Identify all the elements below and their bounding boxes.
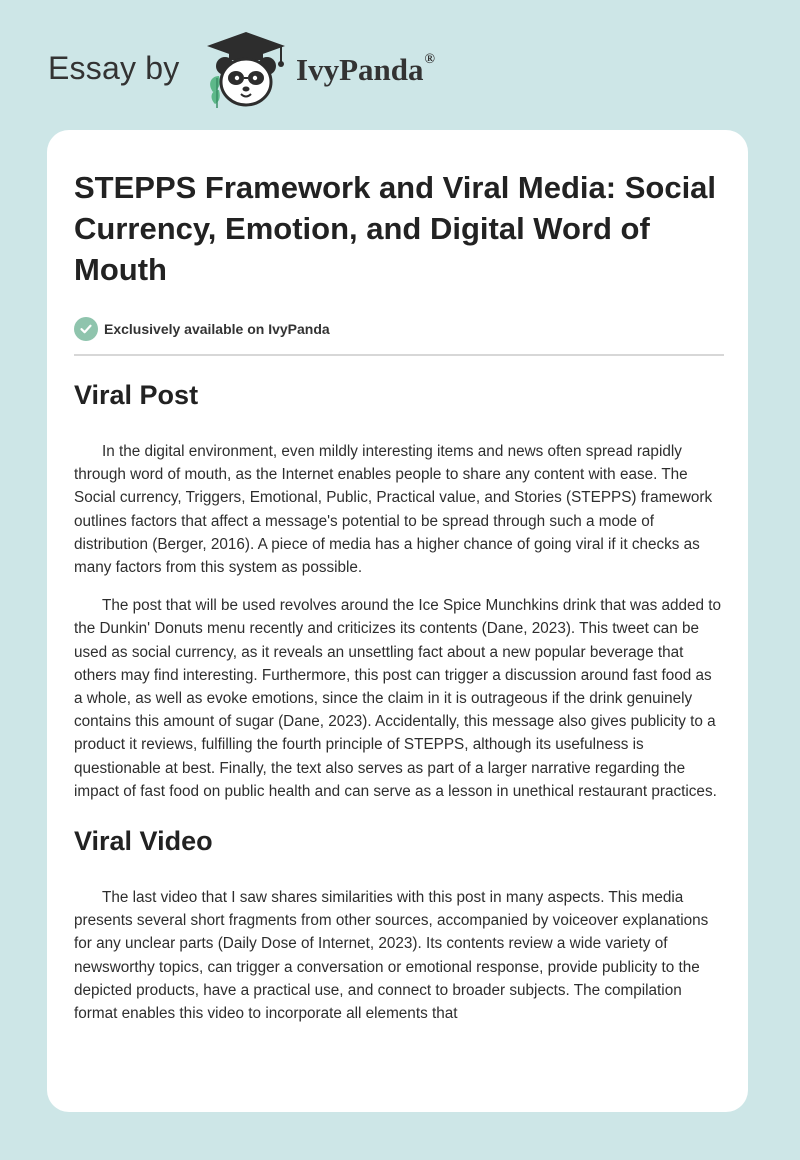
section-heading-viral-post: Viral Post bbox=[74, 380, 199, 410]
essay-content bbox=[74, 167, 724, 1025]
essay-by-label: Essay by bbox=[48, 50, 180, 86]
site-header bbox=[48, 30, 648, 110]
paragraph: The last video that I saw shares similarities with this post in many aspects. This media presents several short fragments from other sources, accompanied by voiceover explanations for any unclear parts (Daily Dose of Internet, 2023). Its contents review a wide variety of newsworthy topics, can trigger a conversation or emotional response, provide publicity to the depicted products, have a practical use, and connect to broader subjects. The compilation format enables this video to incorporate all elements that bbox=[74, 889, 709, 1023]
registered-mark: ® bbox=[424, 51, 435, 67]
check-circle-icon bbox=[74, 317, 98, 341]
exclusive-label: Exclusively available on IvyPanda bbox=[104, 321, 330, 337]
section-heading-viral-video: Viral Video bbox=[74, 826, 213, 857]
paragraph: In the digital environment, even mildly interesting items and news often spread rapidly through word of mouth, as the Internet enables people to share any content with ease. The Social currency, Triggers, Emotional, Public, Practical value, and Stories (STEPPS) framework outlines factors that affect a message's potential to be spread through such a mode of distribution (Berger, 2016). A piece of media has a higher chance of going viral if it checks as many factors from this system as possible. bbox=[74, 443, 713, 577]
exclusive-badge bbox=[74, 316, 724, 342]
ivypanda-logo-icon[interactable] bbox=[201, 30, 291, 110]
essay-card bbox=[47, 130, 748, 1112]
paragraph: The post that will be used revolves around the Ice Spice Munchkins drink that was added to the Dunkin' Donuts menu recently and criticizes its contents (Dane, 2023). This tweet can be used as social currency, as it reveals an unsettling fact about a new popular beverage that others may find interesting. Furthermore, this post can trigger a discussion around fast food as a whole, as well as evoke emotions, since the claim in it is outrageous if the drink genuinely contains this amount of sugar (Dane, 2023). Accidentally, this message also gives publicity to a product it reviews, fulfilling the fourth principle of STEPPS, although its usefulness is questionable at best. Finally, the text also serves as part of a larger narrative regarding the impact of fast food on public health and can serve as a lesson in unethical restaurant practices. bbox=[74, 597, 722, 800]
title-divider bbox=[74, 354, 724, 356]
brand-name[interactable]: IvyPanda® bbox=[296, 51, 435, 87]
essay-title: STEPPS Framework and Viral Media: Social Currency, Emotion, and Digital Word of Mouth bbox=[74, 170, 717, 287]
